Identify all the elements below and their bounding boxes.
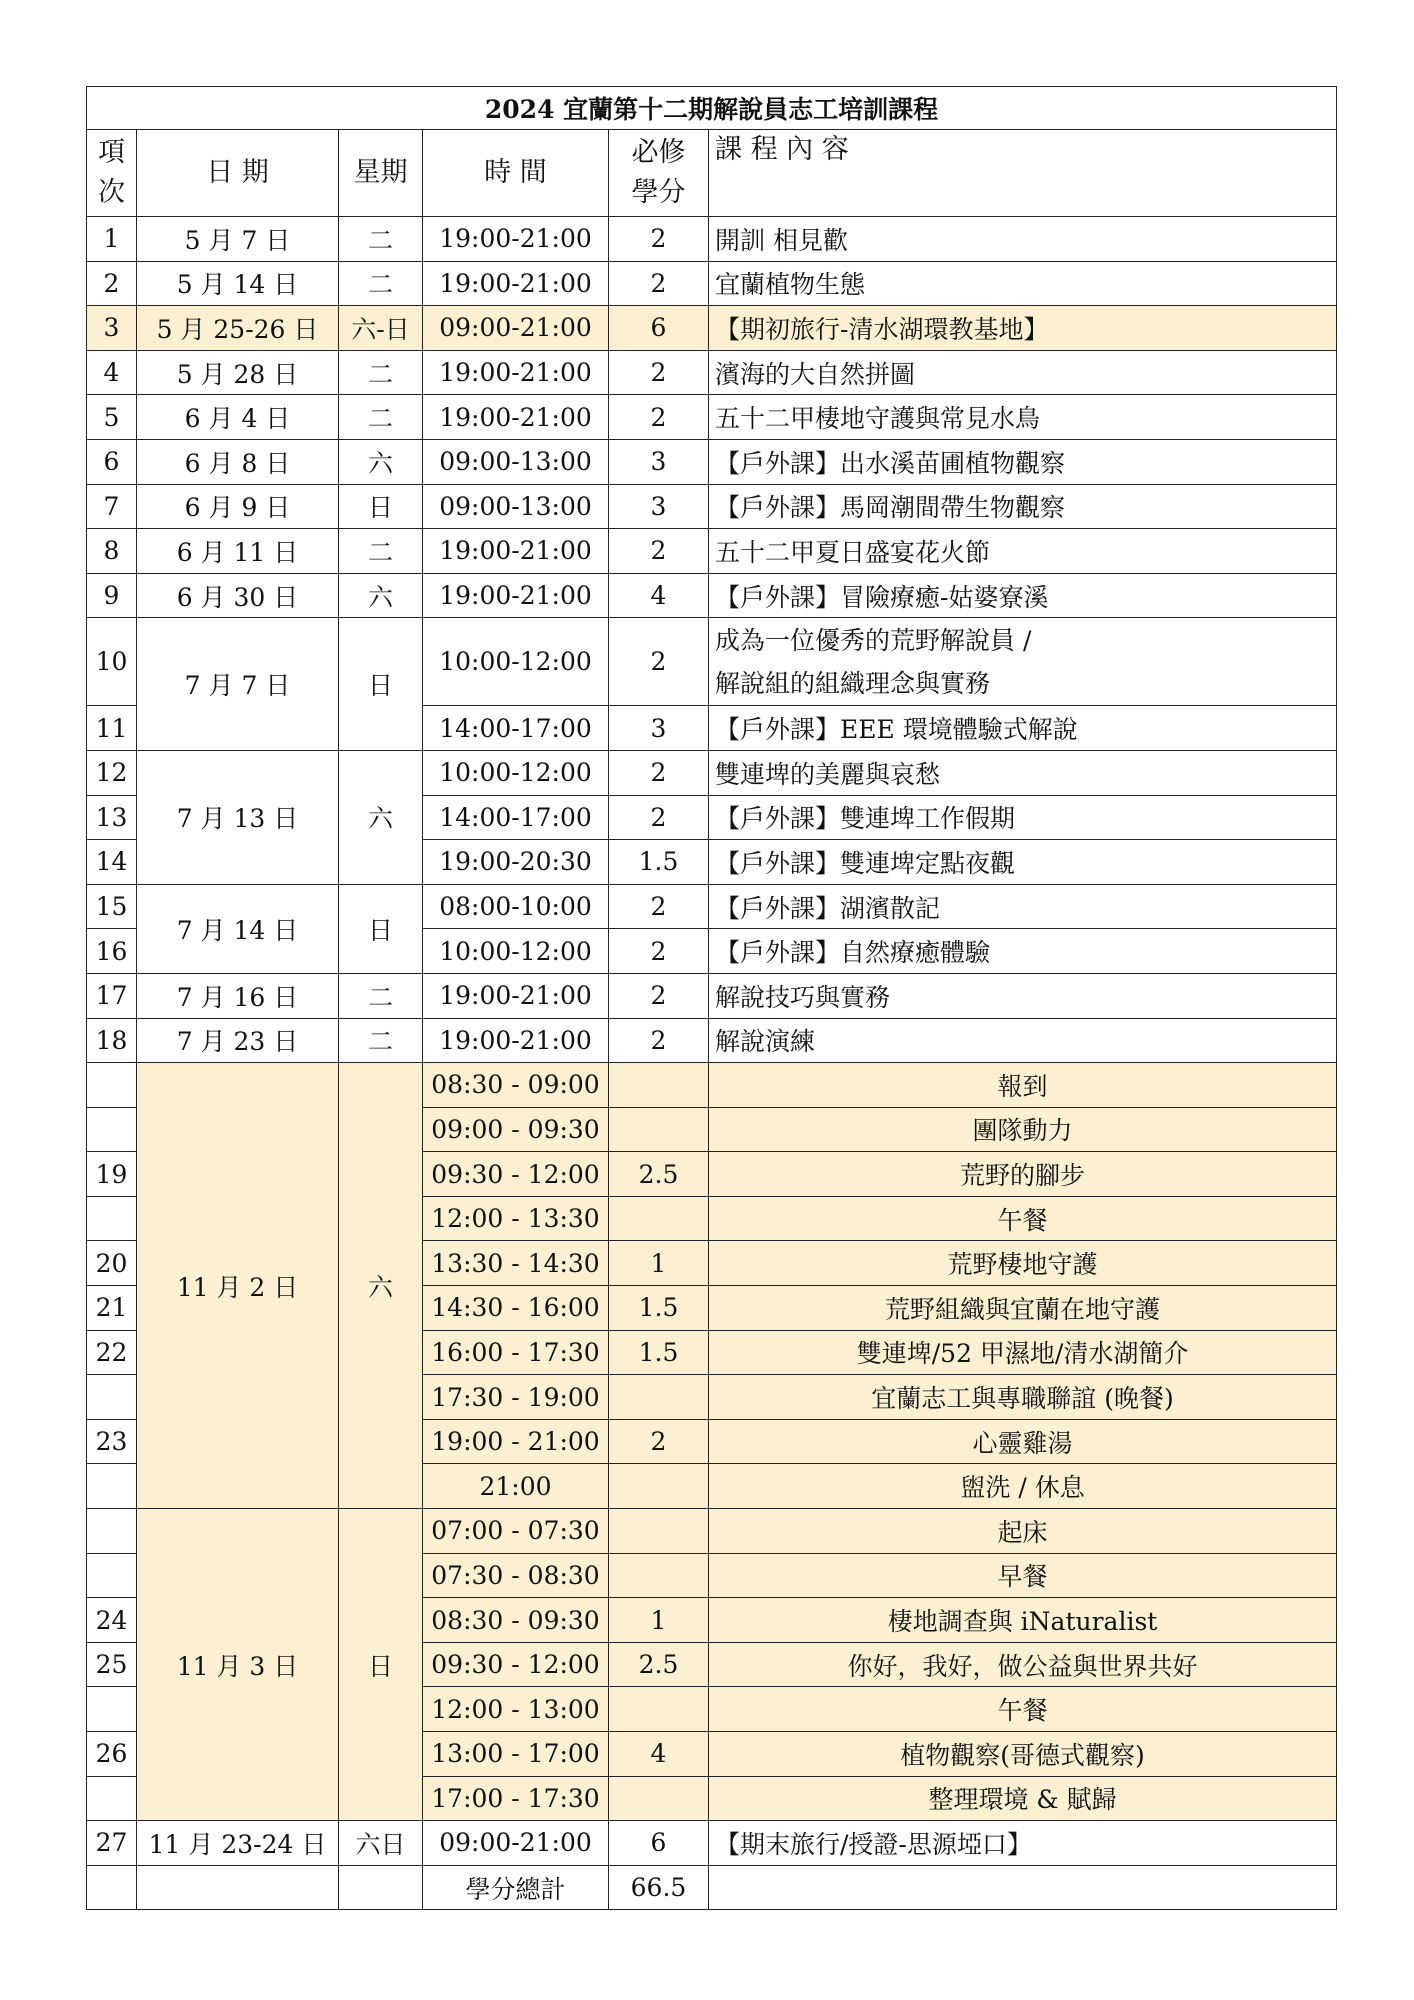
cell-date: 11 月 23-24 日 [137,1821,339,1866]
cell-content: 【戶外課】馬岡潮間帶生物觀察 [709,484,1337,529]
total-label: 學分總計 [423,1865,609,1910]
cell-time: 16:00 - 17:30 [423,1330,609,1375]
cell-content: 【戶外課】自然療癒體驗 [709,929,1337,974]
total-row [87,1865,1337,1910]
cell-item: 26 [87,1732,137,1777]
cell-credits [609,1509,709,1554]
cell-content: 雙連埤的美麗與哀愁 [709,750,1337,795]
cell-item: 16 [87,929,137,974]
table-row [87,306,1337,351]
cell-date: 11 月 2 日 [137,1063,339,1509]
table-row [87,618,1337,706]
cell-credits [609,1553,709,1598]
cell-time: 19:00-21:00 [423,395,609,440]
cell-time: 12:00 - 13:30 [423,1196,609,1241]
cell-content: 五十二甲棲地守護與常見水鳥 [709,395,1337,440]
header-content: 課 程 內 容 [709,130,1337,217]
cell-content: 五十二甲夏日盛宴花火節 [709,529,1337,574]
cell-credits: 2 [609,1018,709,1063]
cell-item [87,1865,137,1910]
cell-credits: 1.5 [609,1286,709,1331]
cell-item [87,1509,137,1554]
cell-time: 19:00-21:00 [423,973,609,1018]
cell-content: 你好，我好，做公益與世界共好 [709,1642,1337,1687]
cell-date: 5 月 28 日 [137,350,339,395]
cell-time: 17:00 - 17:30 [423,1776,609,1821]
cell-content: 團隊動力 [709,1107,1337,1152]
table-row [87,884,1337,929]
cell-time: 19:00-20:30 [423,840,609,885]
cell-time: 12:00 - 13:00 [423,1687,609,1732]
cell-item [87,1464,137,1509]
table-row [87,1018,1337,1063]
cell-content: 心靈雞湯 [709,1419,1337,1464]
cell-credits: 2 [609,973,709,1018]
cell-credits: 2 [609,261,709,306]
table-row [87,350,1337,395]
table-row [87,750,1337,795]
cell-weekday: 日 [339,884,423,973]
table-row [87,1821,1337,1866]
cell-credits [609,1375,709,1420]
cell-item: 24 [87,1598,137,1643]
cell-content: 盥洗 / 休息 [709,1464,1337,1509]
cell-item: 18 [87,1018,137,1063]
cell-weekday: 二 [339,395,423,440]
header-weekday: 星期 [339,130,423,217]
cell-credits [609,1107,709,1152]
header-row [87,130,1337,217]
cell-date: 7 月 16 日 [137,973,339,1018]
cell-content: 荒野棲地守護 [709,1241,1337,1286]
cell-item [87,1776,137,1821]
cell-credits: 2 [609,395,709,440]
cell-item: 19 [87,1152,137,1197]
cell-weekday: 二 [339,973,423,1018]
header-credits: 必修 學分 [609,130,709,217]
cell-credits [609,1063,709,1108]
cell-time: 09:00-13:00 [423,484,609,529]
cell-credits: 1 [609,1598,709,1643]
cell-time: 08:00-10:00 [423,884,609,929]
cell-content: 宜蘭植物生態 [709,261,1337,306]
cell-content: 成為一位優秀的荒野解說員 / 解說組的組織理念與實務 [709,618,1337,706]
cell-time: 10:00-12:00 [423,618,609,706]
cell-item: 13 [87,795,137,840]
cell-item [87,1553,137,1598]
cell-credits: 2.5 [609,1152,709,1197]
cell-content: 【戶外課】冒險療癒-姑婆寮溪 [709,573,1337,618]
cell-credits: 4 [609,573,709,618]
cell-item [87,1107,137,1152]
cell-date: 6 月 9 日 [137,484,339,529]
cell-content: 植物觀察(哥德式觀察) [709,1732,1337,1777]
cell-content: 荒野的腳步 [709,1152,1337,1197]
header-date: 日 期 [137,130,339,217]
cell-content: 濱海的大自然拼圖 [709,350,1337,395]
cell-item [87,1687,137,1732]
cell-content: 午餐 [709,1687,1337,1732]
cell-date: 6 月 4 日 [137,395,339,440]
cell-time: 09:00 - 09:30 [423,1107,609,1152]
cell-time: 19:00-21:00 [423,573,609,618]
cell-item: 23 [87,1419,137,1464]
cell-date: 11 月 3 日 [137,1509,339,1821]
cell-time: 09:00-21:00 [423,1821,609,1866]
cell-time: 17:30 - 19:00 [423,1375,609,1420]
cell-item: 10 [87,618,137,706]
cell-date: 5 月 25-26 日 [137,306,339,351]
cell-weekday: 六 [339,750,423,884]
cell-item: 2 [87,261,137,306]
cell-time: 10:00-12:00 [423,929,609,974]
camp-session-row [87,1063,1337,1108]
cell-item: 15 [87,884,137,929]
cell-credits: 2 [609,929,709,974]
table-row [87,973,1337,1018]
cell-time: 19:00-21:00 [423,261,609,306]
cell-date [137,1865,339,1910]
cell-item: 20 [87,1241,137,1286]
camp-session-row [87,1509,1337,1554]
cell-content: 【期末旅行/授證-思源埡口】 [709,1821,1337,1866]
cell-content: 雙連埤/52 甲濕地/清水湖簡介 [709,1330,1337,1375]
cell-weekday: 六-日 [339,306,423,351]
cell-item: 4 [87,350,137,395]
cell-content: 【戶外課】雙連埤定點夜觀 [709,840,1337,885]
cell-credits: 2 [609,350,709,395]
cell-weekday: 六 [339,439,423,484]
table-row [87,573,1337,618]
cell-content: 宜蘭志工與專職聯誼 (晚餐) [709,1375,1337,1420]
cell-date: 7 月 23 日 [137,1018,339,1063]
table-row [87,261,1337,306]
cell-credits: 4 [609,1732,709,1777]
cell-time: 09:00-21:00 [423,306,609,351]
cell-date: 5 月 14 日 [137,261,339,306]
cell-date: 6 月 30 日 [137,573,339,618]
cell-weekday: 日 [339,618,423,751]
cell-item: 5 [87,395,137,440]
table-row [87,395,1337,440]
table-row [87,217,1337,262]
cell-content: 【戶外課】出水溪苗圃植物觀察 [709,439,1337,484]
cell-credits: 6 [609,306,709,351]
cell-item: 8 [87,529,137,574]
cell-content: 荒野組織與宜蘭在地守護 [709,1286,1337,1331]
cell-credits: 6 [609,1821,709,1866]
cell-time: 14:30 - 16:00 [423,1286,609,1331]
cell-item: 1 [87,217,137,262]
cell-item: 25 [87,1642,137,1687]
cell-item: 12 [87,750,137,795]
cell-item: 9 [87,573,137,618]
cell-item [87,1375,137,1420]
course-schedule-table [86,86,1337,1910]
table-row [87,529,1337,574]
cell-credits: 2 [609,750,709,795]
cell-time: 14:00-17:00 [423,795,609,840]
cell-content: 【戶外課】雙連埤工作假期 [709,795,1337,840]
cell-content: 【戶外課】湖濱散記 [709,884,1337,929]
cell-weekday: 二 [339,529,423,574]
cell-content: 棲地調查與 iNaturalist [709,1598,1337,1643]
cell-item: 22 [87,1330,137,1375]
cell-time: 19:00 - 21:00 [423,1419,609,1464]
cell-item: 21 [87,1286,137,1331]
cell-item: 11 [87,706,137,751]
cell-weekday: 二 [339,261,423,306]
cell-credits: 3 [609,439,709,484]
cell-time: 08:30 - 09:00 [423,1063,609,1108]
cell-time: 10:00-12:00 [423,750,609,795]
cell-time: 14:00-17:00 [423,706,609,751]
cell-date: 7 月 7 日 [137,618,339,751]
cell-credits: 1.5 [609,1330,709,1375]
cell-time: 09:30 - 12:00 [423,1642,609,1687]
cell-time: 07:30 - 08:30 [423,1553,609,1598]
cell-content [709,1865,1337,1910]
cell-credits: 2.5 [609,1642,709,1687]
cell-content: 解說技巧與實務 [709,973,1337,1018]
cell-item: 17 [87,973,137,1018]
cell-credits: 3 [609,484,709,529]
cell-time: 09:30 - 12:00 [423,1152,609,1197]
cell-item [87,1063,137,1108]
cell-credits: 3 [609,706,709,751]
cell-date: 7 月 13 日 [137,750,339,884]
cell-credits: 2 [609,618,709,706]
cell-weekday: 二 [339,1018,423,1063]
cell-date: 6 月 8 日 [137,439,339,484]
total-value: 66.5 [609,1865,709,1910]
cell-date: 6 月 11 日 [137,529,339,574]
cell-content: 報到 [709,1063,1337,1108]
cell-credits [609,1776,709,1821]
cell-credits [609,1687,709,1732]
cell-item: 14 [87,840,137,885]
cell-weekday: 日 [339,1509,423,1821]
cell-date: 5 月 7 日 [137,217,339,262]
cell-item [87,1196,137,1241]
cell-credits: 1.5 [609,840,709,885]
cell-weekday: 六日 [339,1821,423,1866]
cell-content: 解說演練 [709,1018,1337,1063]
cell-weekday: 日 [339,484,423,529]
table-row [87,439,1337,484]
cell-item: 7 [87,484,137,529]
cell-content: 【期初旅行-清水湖環教基地】 [709,306,1337,351]
cell-weekday [339,1865,423,1910]
cell-time: 19:00-21:00 [423,529,609,574]
cell-time: 19:00-21:00 [423,350,609,395]
cell-credits: 2 [609,529,709,574]
header-time: 時 間 [423,130,609,217]
cell-content: 開訓 相見歡 [709,217,1337,262]
cell-weekday: 二 [339,217,423,262]
cell-time: 09:00-13:00 [423,439,609,484]
cell-time: 08:30 - 09:30 [423,1598,609,1643]
schedule-title: 2024 宜蘭第十二期解說員志工培訓課程 [87,87,1337,130]
cell-content: 早餐 [709,1553,1337,1598]
cell-content: 【戶外課】EEE 環境體驗式解說 [709,706,1337,751]
cell-weekday: 六 [339,573,423,618]
cell-credits: 2 [609,1419,709,1464]
cell-item: 27 [87,1821,137,1866]
cell-item: 6 [87,439,137,484]
cell-date: 7 月 14 日 [137,884,339,973]
cell-time: 13:30 - 14:30 [423,1241,609,1286]
cell-time: 19:00-21:00 [423,217,609,262]
cell-credits [609,1464,709,1509]
cell-time: 19:00-21:00 [423,1018,609,1063]
table-row [87,484,1337,529]
cell-item: 3 [87,306,137,351]
cell-content: 起床 [709,1509,1337,1554]
cell-credits: 1 [609,1241,709,1286]
cell-credits: 2 [609,217,709,262]
cell-time: 07:00 - 07:30 [423,1509,609,1554]
cell-weekday: 二 [339,350,423,395]
cell-credits: 2 [609,795,709,840]
cell-time: 21:00 [423,1464,609,1509]
cell-content: 整理環境 & 賦歸 [709,1776,1337,1821]
cell-weekday: 六 [339,1063,423,1509]
cell-time: 13:00 - 17:00 [423,1732,609,1777]
cell-content: 午餐 [709,1196,1337,1241]
cell-credits: 2 [609,884,709,929]
header-item: 項 次 [87,130,137,217]
cell-credits [609,1196,709,1241]
